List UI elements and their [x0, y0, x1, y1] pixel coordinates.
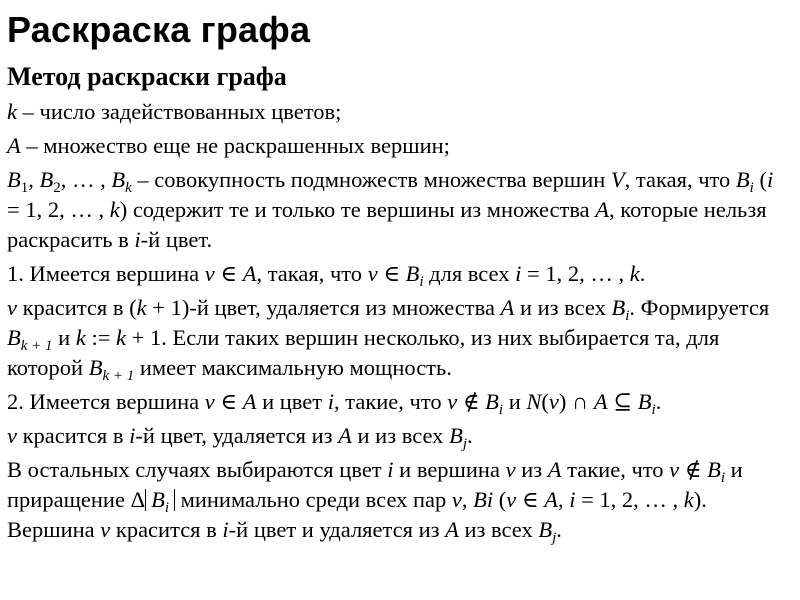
- definition-b-text-6: , которые нельзя раскрасить в: [7, 197, 767, 252]
- case-3-text-13: из всех: [458, 517, 539, 542]
- definition-b-text-3: (: [753, 167, 767, 192]
- case-2-action-text-2: -й цвет, удаляется из: [135, 423, 339, 448]
- sub-k-plus-1: k + 1: [20, 338, 53, 354]
- case-3-text-1: В остальных случаях выбираются цвет: [7, 457, 388, 482]
- case-3: [7, 455, 786, 545]
- sub-i: i: [164, 500, 169, 516]
- math-i2: i: [134, 227, 141, 252]
- sub-i: i: [625, 308, 630, 324]
- element-of: ∈: [516, 487, 545, 512]
- definition-b: $B_1$, $B_2$, … , $B_k$ – совокупность подмножеств множества вершин V, такая, что $B_i$ (i = 1, 2, … , k) содержит те и только те вершины из множества A, которые нельзя раскрасить в i-й цвет.: [7, 167, 774, 252]
- math-v: v: [451, 487, 462, 512]
- math-b: B: [707, 457, 721, 482]
- definition-a-text: – множество еще не раскрашенных вершин;: [20, 133, 450, 158]
- sub-k-plus-1: k + 1: [102, 368, 135, 384]
- math-v: v: [505, 457, 516, 482]
- math-k: k: [7, 99, 17, 124]
- math-a: A: [338, 423, 352, 448]
- case-1-action: [7, 293, 786, 383]
- math-v: v: [204, 261, 215, 286]
- math-b: B: [611, 295, 626, 320]
- intersection: ∩: [566, 389, 594, 414]
- math-b2: B: [39, 167, 54, 192]
- delta-symbol: Δ: [130, 487, 146, 512]
- sub-i: i: [498, 402, 504, 418]
- math-i: i: [222, 517, 229, 542]
- definition-b-text-4: = 1, 2, … ,: [7, 197, 110, 222]
- math-k: k: [75, 325, 86, 350]
- math-n: N: [526, 389, 542, 414]
- case-1-text-4: .: [639, 261, 646, 286]
- math-k: k: [683, 487, 694, 512]
- assign-op: :=: [85, 325, 117, 350]
- sub-i: i: [720, 470, 725, 486]
- case-1-action-text-8: имеет максимальную мощность.: [134, 355, 452, 380]
- definition-k-text: – число задействованных цветов;: [17, 99, 342, 124]
- math-a: A: [242, 389, 257, 414]
- sub-j: j: [552, 530, 557, 546]
- case-2-text-1: и цвет: [256, 389, 328, 414]
- case-3-text-10: ). Вершина: [7, 487, 707, 542]
- sub-i: i: [749, 180, 754, 196]
- math-a: A: [593, 389, 608, 414]
- math-i: i: [766, 167, 774, 192]
- math-b1: B: [7, 167, 21, 192]
- case-1-text-1: , такая, что: [256, 261, 368, 286]
- math-v: v: [367, 261, 378, 286]
- case-3-text-11: красится в: [110, 517, 223, 542]
- case-3-text-6: минимально среди всех пар: [174, 487, 452, 512]
- case-2-lead: 2. Имеется вершина: [7, 389, 205, 414]
- case-3-text-7: (: [493, 487, 507, 512]
- definition-b-text-5: ) содержит те и только те вершины из множества: [119, 197, 596, 222]
- case-2-action-text-4: .: [466, 423, 473, 448]
- element-of: ∈: [214, 389, 243, 414]
- case-1-action-text-3: и из всех: [514, 295, 612, 320]
- cardinality-bars: [145, 487, 175, 516]
- subset-eq: ⊆: [607, 389, 638, 414]
- math-v: v: [7, 295, 17, 320]
- math-b: B: [637, 389, 652, 414]
- case-3-text-3: из: [515, 457, 548, 482]
- math-i: i: [387, 457, 394, 482]
- definition-a: [7, 131, 786, 161]
- definition-b-text-2: , такая, что: [624, 167, 736, 192]
- case-1-action-text-1: красится в (: [17, 295, 137, 320]
- math-b: B: [151, 487, 165, 512]
- math-b: B: [538, 517, 553, 542]
- math-a: A: [445, 517, 459, 542]
- math-a2: A: [595, 197, 610, 222]
- math-b: B: [449, 423, 463, 448]
- math-i: i: [327, 389, 334, 414]
- math-a: A: [7, 133, 21, 158]
- case-2-text-3: и: [503, 389, 527, 414]
- comma: ,: [461, 487, 474, 512]
- math-a: A: [242, 261, 257, 286]
- case-1-action-text-7: + 1. Если таких вершин несколько, из них выбирается та, для которой: [7, 325, 720, 380]
- math-k: k: [629, 261, 640, 286]
- math-i: i: [129, 423, 136, 448]
- math-i: i: [569, 487, 576, 512]
- sub-i: i: [651, 402, 656, 418]
- math-k: k: [116, 325, 127, 350]
- case-1-text-2: для всех: [423, 261, 516, 286]
- math-i: i: [515, 261, 522, 286]
- math-v: v: [7, 423, 17, 448]
- sub-2: 2: [53, 180, 61, 196]
- math-v-set: V: [610, 167, 625, 192]
- math-bi: B: [735, 167, 750, 192]
- case-1-text-3: = 1, 2, … ,: [521, 261, 630, 286]
- definition-b-text-1: – совокупность подмножеств множества вершин: [131, 167, 611, 192]
- math-a: A: [544, 487, 558, 512]
- math-v: v: [204, 389, 215, 414]
- math-v: v: [506, 487, 517, 512]
- sub-k: k: [125, 180, 132, 196]
- case-2-action: [7, 421, 786, 451]
- case-2-text-2: , такие, что: [333, 389, 448, 414]
- case-1-condition: [7, 259, 786, 289]
- element-of: ∈: [377, 261, 406, 286]
- case-3-text-14: .: [556, 517, 562, 542]
- case-1-lead: 1. Имеется вершина: [7, 261, 205, 286]
- math-v: v: [669, 457, 680, 482]
- paren-close: ): [558, 389, 567, 414]
- math-bi: Bi: [473, 487, 494, 512]
- math-k2: k: [109, 197, 120, 222]
- math-b: B: [485, 389, 499, 414]
- case-3-text-5: и приращение: [7, 457, 743, 512]
- case-2-text-4: .: [655, 389, 662, 414]
- case-2-condition: [7, 387, 786, 417]
- sub-i: i: [419, 274, 424, 290]
- case-3-text-9: = 1, 2, … ,: [575, 487, 684, 512]
- math-b: B: [88, 355, 103, 380]
- math-a: A: [547, 457, 562, 482]
- case-2-action-text-3: и из всех: [351, 423, 450, 448]
- sub-j: j: [462, 436, 467, 452]
- math-v: v: [100, 517, 111, 542]
- case-2-action-text-1: красится в: [17, 423, 130, 448]
- definition-b-text-7: -й цвет.: [140, 227, 213, 252]
- math-a: A: [500, 295, 515, 320]
- ellipsis: , … ,: [60, 167, 112, 192]
- math-k: k: [136, 295, 147, 320]
- case-3-text-4: такие, что: [561, 457, 670, 482]
- page-title: Раскраска графа: [7, 9, 311, 50]
- case-1-action-text-5: и: [52, 325, 76, 350]
- paren-open: (: [541, 389, 549, 414]
- math-v: v: [447, 389, 458, 414]
- definition-k: [7, 97, 786, 127]
- math-v: v: [548, 389, 559, 414]
- case-1-action-text-4: . Формируется: [629, 295, 770, 320]
- sub-1: 1: [20, 180, 29, 196]
- math-b: B: [7, 325, 21, 350]
- not-element-of: ∉: [457, 389, 486, 414]
- comma: ,: [557, 487, 570, 512]
- math-b: B: [405, 261, 420, 286]
- math-bk: B: [111, 167, 126, 192]
- section-subtitle: Метод раскраски графа: [7, 62, 287, 91]
- not-element-of: ∉: [679, 457, 708, 482]
- case-3-text-12: -й цвет и удаляется из: [228, 517, 446, 542]
- case-3-text-2: и вершина: [393, 457, 506, 482]
- case-1-action-text-2: + 1)-й цвет, удаляется из множества: [146, 295, 501, 320]
- element-of: ∈: [214, 261, 243, 286]
